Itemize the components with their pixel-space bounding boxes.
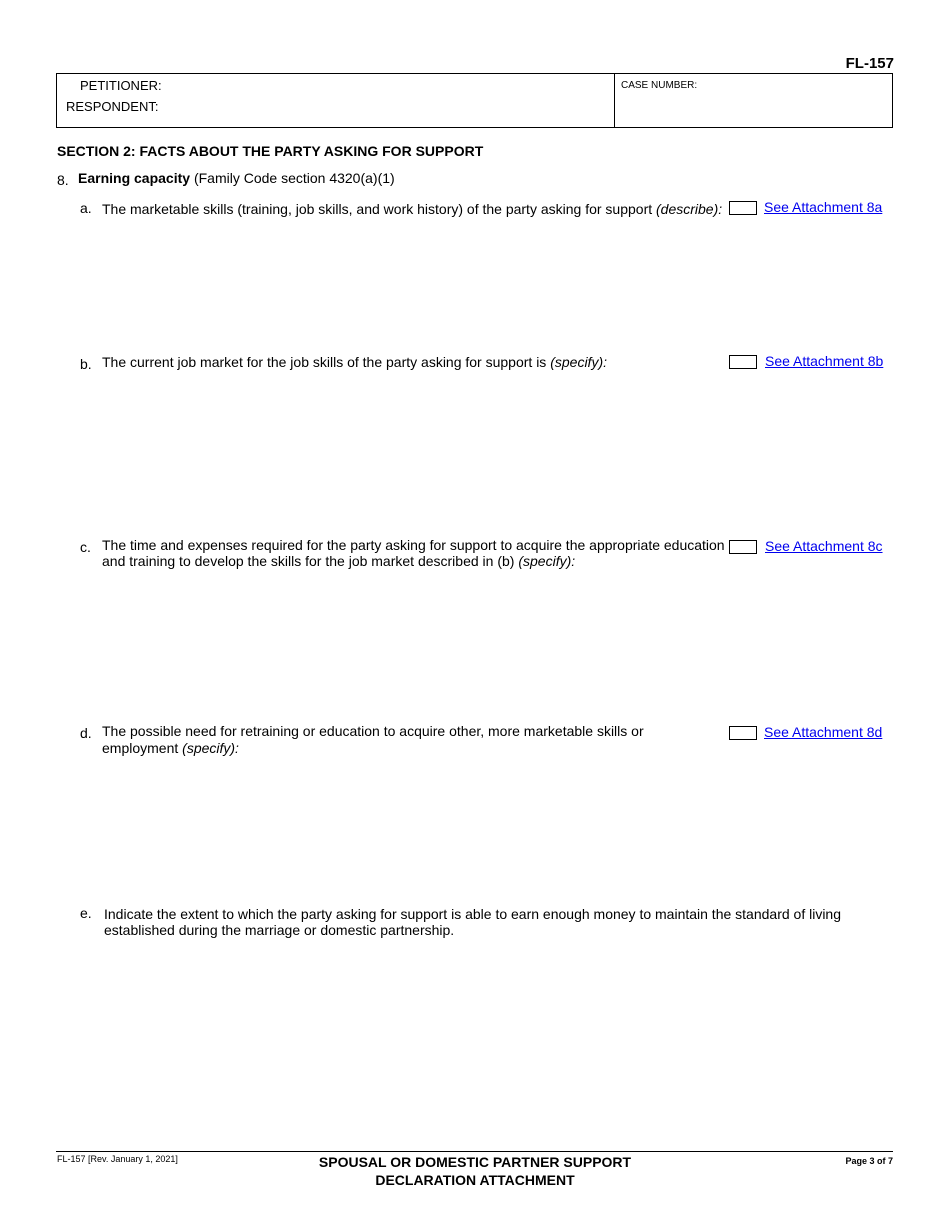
- attachment-8a-link[interactable]: See Attachment 8a: [764, 199, 883, 215]
- petitioner-label: PETITIONER:: [80, 78, 162, 93]
- subitem-c-qualifier: (specify):: [518, 553, 576, 569]
- respondent-label: RESPONDENT:: [66, 99, 159, 114]
- case-header-box: [56, 73, 893, 128]
- attachment-8d-checkbox[interactable]: [729, 726, 757, 740]
- attachment-8b-checkbox[interactable]: [729, 355, 757, 369]
- subitem-a-letter: a.: [80, 200, 92, 216]
- attachment-8c-link[interactable]: See Attachment 8c: [765, 538, 883, 554]
- footer-title-line1: SPOUSAL OR DOMESTIC PARTNER SUPPORT: [318, 1154, 632, 1170]
- subitem-e-line2: established during the marriage or domestic partnership.: [104, 922, 455, 938]
- attachment-8b-link[interactable]: See Attachment 8b: [765, 353, 884, 369]
- subitem-d-line2: [102, 740, 239, 757]
- attachment-8c-checkbox[interactable]: [729, 540, 757, 554]
- item-number: 8.: [57, 172, 69, 188]
- footer-rule: [56, 1151, 893, 1152]
- subitem-d-line1: The possible need for retraining or education to acquire other, more marketable skills or: [102, 723, 644, 739]
- subitem-a-text: [102, 201, 722, 218]
- case-header-divider: [614, 73, 615, 128]
- subitem-e-line1: Indicate the extent to which the party asking for support is able to earn enough money to maintain the standard of living: [104, 906, 842, 922]
- form-id: FL-157: [845, 55, 894, 72]
- subitem-d-prompt-end: employment: [102, 740, 179, 756]
- footer-revision: FL-157 [Rev. January 1, 2021]: [57, 1154, 178, 1164]
- attachment-8a-checkbox[interactable]: [729, 201, 757, 215]
- subitem-b-prompt: The current job market for the job skills of the party asking for support is: [102, 354, 547, 370]
- subitem-c-line1: The time and expenses required for the party asking for support to acquire the appropriate education: [102, 537, 725, 553]
- footer-title: [200, 1153, 750, 1189]
- item-title: [78, 170, 395, 186]
- subitem-c-line2: [102, 553, 575, 570]
- attachment-8d-link[interactable]: See Attachment 8d: [764, 724, 883, 740]
- subitem-c-prompt-end: and training to develop the skills for the job market described in (b): [102, 553, 515, 569]
- subitem-e-letter: e.: [80, 905, 92, 921]
- subitem-d-letter: d.: [80, 725, 92, 741]
- subitem-c-letter: c.: [80, 539, 91, 555]
- item-reference: (Family Code section 4320(a)(1): [193, 170, 395, 186]
- subitem-b-letter: b.: [80, 356, 92, 372]
- subitem-b-text: [102, 354, 607, 371]
- subitem-a-qualifier: (describe):: [656, 201, 723, 217]
- subitem-b-qualifier: (specify):: [550, 354, 607, 370]
- subitem-d-qualifier: (specify):: [182, 740, 239, 756]
- footer-page-number: Page 3 of 7: [845, 1156, 893, 1166]
- case-number-label: CASE NUMBER:: [621, 80, 698, 91]
- subitem-a-prompt: The marketable skills (training, job skills, and work history) of the party asking for support: [102, 201, 653, 217]
- section-title: SECTION 2: FACTS ABOUT THE PARTY ASKING FOR SUPPORT: [57, 143, 484, 159]
- footer-title-line2: DECLARATION ATTACHMENT: [375, 1172, 575, 1188]
- item-title-bold: Earning capacity: [78, 170, 191, 186]
